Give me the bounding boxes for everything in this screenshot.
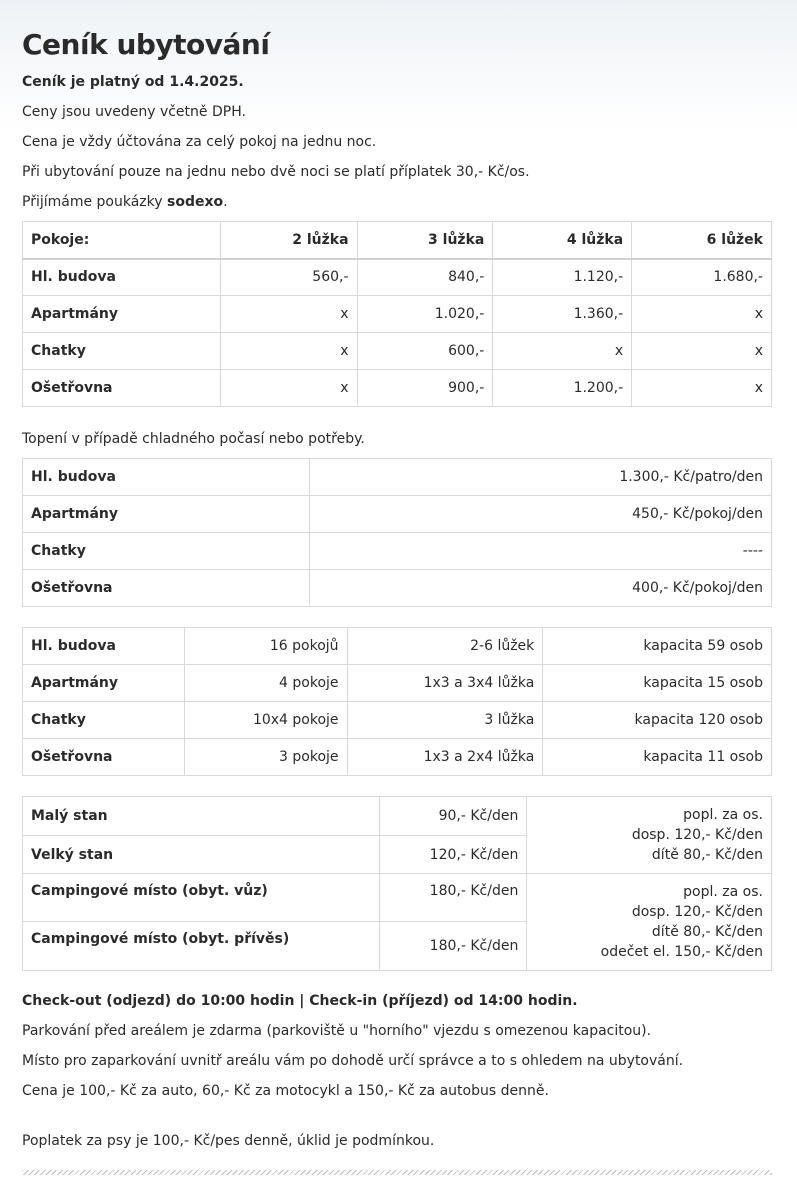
beds-info: 1x3 a 2x4 lůžka [347, 739, 543, 776]
header-rooms: Pokoje: [23, 222, 221, 259]
camping-price: 180,- Kč/den [379, 874, 527, 922]
heating-price: ---- [309, 533, 771, 570]
row-label: Hl. budova [23, 628, 185, 665]
row-label: Malý stan [23, 797, 380, 836]
table-row [23, 739, 772, 776]
camping-table [22, 796, 772, 971]
row-label: Campingové místo (obyt. přívěs) [23, 922, 380, 971]
table-row [23, 665, 772, 702]
heating-label: Topení v případě chladného počasí nebo potřeby. [22, 431, 365, 447]
price-cell: x [220, 333, 357, 370]
header-4-beds: 4 lůžka [493, 222, 632, 259]
row-label: Velký stan [23, 836, 380, 874]
price-cell: 900,- [357, 370, 493, 407]
row-label: Chatky [23, 333, 221, 370]
sodexo-brand: sodexo [167, 194, 224, 210]
table-row [23, 296, 772, 333]
table-row [23, 459, 772, 496]
beds-info: 3 lůžka [347, 702, 543, 739]
price-cell: x [493, 333, 632, 370]
note-line: dítě 80,- Kč/den [651, 924, 763, 940]
rooms-count: 4 pokoje [184, 665, 347, 702]
valid-from-text: Ceník je platný od 1.4.2025. [22, 74, 244, 90]
price-cell: x [632, 333, 772, 370]
note-line: popl. za os. [683, 807, 763, 823]
camping-price: 90,- Kč/den [379, 797, 527, 836]
row-label: Campingové místo (obyt. vůz) [23, 874, 380, 922]
price-cell: x [632, 296, 772, 333]
note-line: popl. za os. [683, 884, 763, 900]
price-cell: 1.120,- [493, 259, 632, 296]
table-row [23, 570, 772, 607]
table-row [23, 533, 772, 570]
heating-table [22, 458, 772, 607]
table-row [23, 333, 772, 370]
heating-price: 1.300,- Kč/patro/den [309, 459, 771, 496]
row-label: Ošetřovna [23, 570, 310, 607]
price-cell: x [220, 296, 357, 333]
price-cell: 1.200,- [493, 370, 632, 407]
per-room-text: Cena je vždy účtována za celý pokoj na jednu noc. [22, 134, 377, 150]
vouchers-suffix: . [223, 194, 228, 210]
capacity-info: kapacita 15 osob [543, 665, 772, 702]
row-label: Chatky [23, 533, 310, 570]
row-label: Ošetřovna [23, 739, 185, 776]
row-label: Hl. budova [23, 259, 221, 296]
heating-price: 450,- Kč/pokoj/den [309, 496, 771, 533]
row-label: Apartmány [23, 296, 221, 333]
table-row [23, 496, 772, 533]
row-label: Ošetřovna [23, 370, 221, 407]
row-label: Chatky [23, 702, 185, 739]
table-row [23, 797, 772, 836]
price-cell: 1.680,- [632, 259, 772, 296]
rooms-count: 3 pokoje [184, 739, 347, 776]
price-cell: x [632, 370, 772, 407]
rooms-count: 10x4 pokoje [184, 702, 347, 739]
price-cell: 560,- [220, 259, 357, 296]
table-row [23, 702, 772, 739]
price-cell: x [220, 370, 357, 407]
camping-price: 120,- Kč/den [379, 836, 527, 874]
vouchers-prefix: Přijímáme poukázky [22, 194, 167, 210]
header-6-beds: 6 lůžek [632, 222, 772, 259]
note-line: dítě 80,- Kč/den [651, 847, 763, 863]
table-row [23, 259, 772, 296]
capacity-table [22, 627, 772, 776]
header-3-beds: 3 lůžka [357, 222, 493, 259]
row-label: Hl. budova [23, 459, 310, 496]
table-row [23, 874, 772, 922]
table-row [23, 628, 772, 665]
places-fee-note [527, 874, 772, 971]
header-2-beds: 2 lůžka [220, 222, 357, 259]
checkin-checkout-text: Check-out (odjezd) do 10:00 hodin | Check-in (příjezd) od 14:00 hodin. [22, 993, 578, 1009]
vat-text: Ceny jsou uvedeny včetně DPH. [22, 104, 246, 120]
capacity-info: kapacita 59 osob [543, 628, 772, 665]
surcharge-text: Při ubytování pouze na jednu nebo dvě noci se platí příplatek 30,- Kč/os. [22, 164, 530, 180]
page-title: Ceník ubytování [22, 28, 270, 61]
row-label: Apartmány [23, 496, 310, 533]
row-label: Apartmány [23, 665, 185, 702]
capacity-info: kapacita 11 osob [543, 739, 772, 776]
note-line: odečet el. 150,- Kč/den [600, 944, 763, 960]
price-cell: 600,- [357, 333, 493, 370]
tents-fee-note [527, 797, 772, 874]
inside-parking-text: Místo pro zaparkování uvnitř areálu vám po dohodě určí správce a to s ohledem na ubytování. [22, 1053, 684, 1069]
room-prices-header-row [23, 222, 772, 259]
price-cell: 1.020,- [357, 296, 493, 333]
parking-text: Parkování před areálem je zdarma (parkoviště u "horního" vjezdu s omezenou kapacitou). [22, 1023, 652, 1039]
parking-price-text: Cena je 100,- Kč za auto, 60,- Kč za motocykl a 150,- Kč za autobus denně. [22, 1083, 549, 1099]
price-cell: 1.360,- [493, 296, 632, 333]
dashed-divider [22, 1170, 772, 1175]
price-cell: 840,- [357, 259, 493, 296]
note-line: dosp. 120,- Kč/den [631, 827, 763, 843]
rooms-count: 16 pokojů [184, 628, 347, 665]
beds-info: 1x3 a 3x4 lůžka [347, 665, 543, 702]
table-row [23, 370, 772, 407]
vouchers-text [22, 193, 228, 211]
heating-price: 400,- Kč/pokoj/den [309, 570, 771, 607]
dogs-fee-text: Poplatek za psy je 100,- Kč/pes denně, úklid je podmínkou. [22, 1133, 435, 1149]
beds-info: 2-6 lůžek [347, 628, 543, 665]
room-prices-table [22, 221, 772, 407]
note-line: dosp. 120,- Kč/den [631, 904, 763, 920]
capacity-info: kapacita 120 osob [543, 702, 772, 739]
camping-price: 180,- Kč/den [379, 922, 527, 971]
